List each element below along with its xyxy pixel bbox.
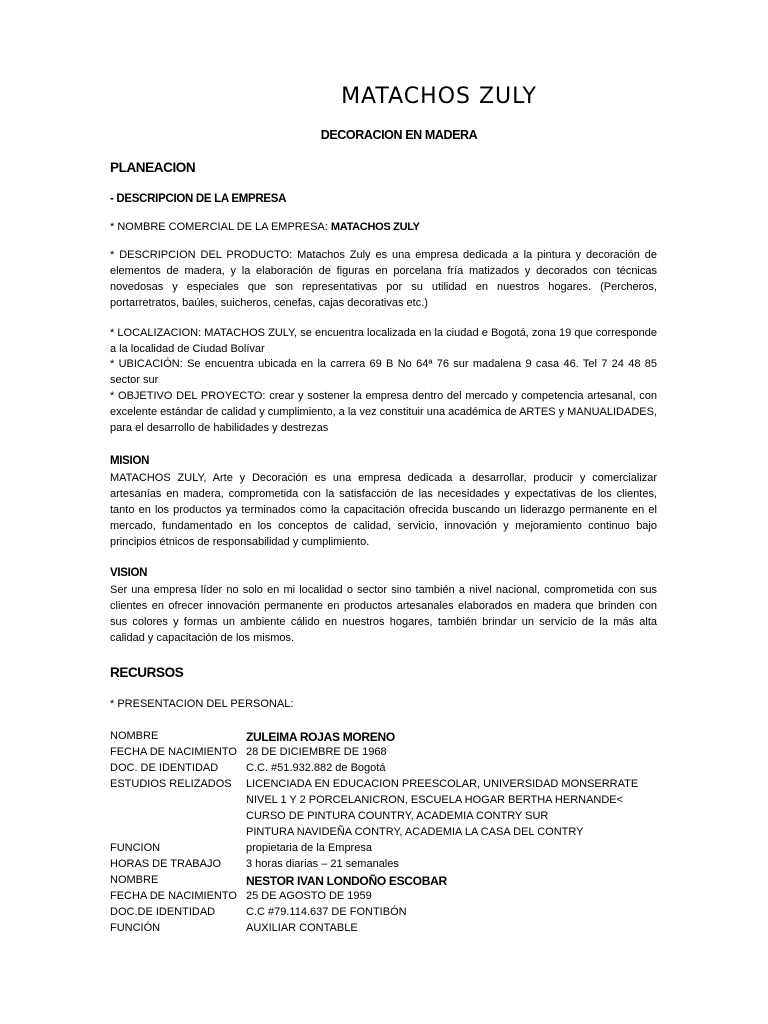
section-heading-planeacion: PLANEACION bbox=[110, 160, 196, 175]
personal-field-label: HORAS DE TRABAJO bbox=[110, 858, 222, 870]
personal-field-label: NOMBRE bbox=[110, 730, 159, 742]
personal-field-label: DOC. DE IDENTIDAD bbox=[110, 762, 219, 774]
personal-field-label: FUNCIÓN bbox=[110, 922, 161, 934]
personal-field-label: ESTUDIOS RELIZADOS bbox=[110, 778, 232, 790]
personal-row bbox=[110, 858, 670, 874]
personal-field-label: FECHA DE NACIMIENTO bbox=[110, 890, 237, 902]
section-heading-recursos: RECURSOS bbox=[110, 665, 184, 680]
personal-row bbox=[110, 794, 670, 810]
personal-field-value: CURSO DE PINTURA COUNTRY, ACADEMIA CONTRY SUR bbox=[246, 810, 549, 822]
presentacion-personal-line: * PRESENTACION DEL PERSONAL: bbox=[110, 698, 294, 710]
document-subtitle: DECORACION EN MADERA bbox=[320, 128, 478, 142]
personal-field-value: NESTOR IVAN LONDOÑO ESCOBAR bbox=[246, 874, 447, 888]
personal-row bbox=[110, 890, 670, 906]
objetivo-paragraph: * OBJETIVO DEL PROYECTO: crear y sostener la empresa dentro del mercado y competencia artesanal, con excelente estándar de calidad y cumplimiento, a la vez constituir una académica de ARTES y MANUALIDADES, para el desarrollo de habilidades y destrezas bbox=[110, 390, 658, 434]
personal-row bbox=[110, 778, 670, 794]
localizacion-paragraph: * LOCALIZACION: MATACHOS ZULY, se encuentra localizada en la ciudad e Bogotá, zona 19 que corresponde a la localidad de Ciudad Bolívar bbox=[110, 327, 657, 355]
personal-field-value: propietaria de la Empresa bbox=[246, 842, 372, 854]
personal-field-value: 25 DE AGOSTO DE 1959 bbox=[246, 890, 372, 902]
personal-row bbox=[110, 826, 670, 842]
vision-paragraph: Ser una empresa líder no solo en mi localidad o sector sino también a nivel nacional, comprometida con sus clientes en ofrecer innovación permanente en productos artesanales elaborados en madera que brinden con sus colores y formas un ambiente cálido en nuestros hogares, también brindar un servicio de la más alta calidad y capacitación de los mismos. bbox=[110, 584, 657, 644]
subsection-heading-descripcion: - DESCRIPCION DE LA EMPRESA bbox=[110, 193, 287, 205]
nombre-comercial-label: * NOMBRE COMERCIAL DE LA EMPRESA: bbox=[110, 221, 331, 233]
personal-field-value: PINTURA NAVIDEÑA CONTRY, ACADEMIA LA CASA DEL CONTRY bbox=[246, 826, 584, 838]
personal-field-label: FUNCION bbox=[110, 842, 161, 854]
personal-field-label: DOC.DE IDENTIDAD bbox=[110, 906, 216, 918]
personal-field-value: C.C #79.114.637 DE FONTIBÓN bbox=[246, 906, 407, 918]
nombre-comercial-line bbox=[110, 221, 420, 233]
personal-field-value: LICENCIADA EN EDUCACION PREESCOLAR, UNIVERSIDAD MONSERRATE bbox=[246, 778, 639, 790]
personal-field-value: NIVEL 1 Y 2 PORCELANICRON, ESCUELA HOGAR BERTHA HERNANDE< bbox=[246, 794, 624, 806]
personal-row bbox=[110, 842, 670, 858]
nombre-comercial-value: MATACHOS ZULY bbox=[330, 221, 420, 233]
personal-field-value: 3 horas diarias – 21 semanales bbox=[246, 858, 399, 870]
personal-row bbox=[110, 874, 670, 890]
personal-field-value: C.C. #51.932.882 de Bogotá bbox=[246, 762, 386, 774]
personal-row bbox=[110, 762, 670, 778]
personal-row bbox=[110, 746, 670, 762]
section-heading-vision: VISION bbox=[110, 567, 148, 579]
personal-row bbox=[110, 730, 670, 746]
descripcion-producto-paragraph: * DESCRIPCION DEL PRODUCTO: Matachos Zuly es una empresa dedicada a la pintura y decoración de elementos de madera, y la elaboración de figuras en porcelana fría matizados y decorados con técnicas novedosas y especiales que son representativas por su utilidad en nuestros hogares. (Percheros, portarretratos, baúles, suicheros, cenefas, cajas decorativas etc.) bbox=[110, 249, 657, 309]
personal-field-value: 28 DE DICIEMBRE DE 1968 bbox=[246, 746, 387, 758]
document-title: MATACHOS ZULY bbox=[341, 84, 537, 109]
personal-row bbox=[110, 906, 670, 922]
personal-field-value: AUXILIAR CONTABLE bbox=[246, 922, 358, 934]
personal-field-label: FECHA DE NACIMIENTO bbox=[110, 746, 237, 758]
section-heading-mision: MISION bbox=[110, 455, 150, 467]
personal-row bbox=[110, 922, 670, 938]
ubicacion-paragraph: * UBICACIÓN: Se encuentra ubicada en la carrera 69 B No 64ª 76 sur madalena 9 casa 46. Tel 7 24 48 85 sector sur bbox=[110, 358, 657, 386]
mision-paragraph: MATACHOS ZULY, Arte y Decoración es una empresa dedicada a desarrollar, producir y comercializar artesanías en madera, comprometida con la satisfacción de las necesidades y expectativas de los clientes, tanto en los productos ya terminados como la capacitación ofrecida buscando un liderazgo permanente en el mercado, fundamentado en los conceptos de calidad, servicio, innovación y mejoramiento continuo bajo principios étnicos de responsabilidad y cumplimiento. bbox=[110, 472, 657, 548]
personal-field-label: NOMBRE bbox=[110, 874, 159, 886]
personal-row bbox=[110, 810, 670, 826]
personal-field-value: ZULEIMA ROJAS MORENO bbox=[246, 730, 395, 744]
